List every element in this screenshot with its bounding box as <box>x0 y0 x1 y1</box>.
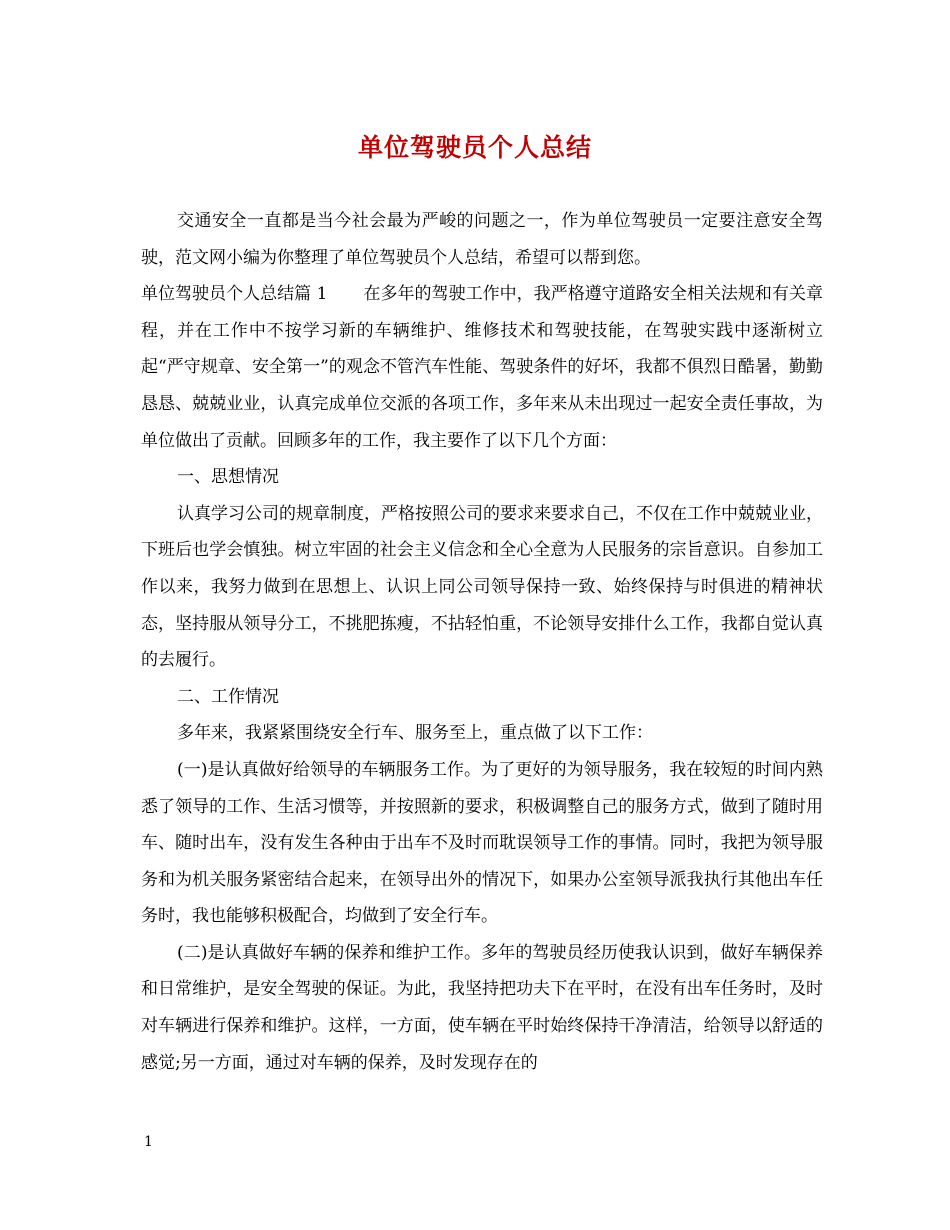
heading-work: 二、工作情况 <box>177 686 279 707</box>
page-number: 1 <box>144 1134 153 1150</box>
paragraph-work-intro: 多年来，我紧紧围绕安全行车、服务至上，重点做了以下工作： <box>177 723 653 744</box>
heading-thought: 一、思想情况 <box>177 467 279 488</box>
intro-paragraph: 交通安全一直都是当今社会最为严峻的问题之一，作为单位驾驶员一定要注意安全驾驶，范文网小编为你整理了单位驾驶员个人总结，希望可以帮到您。 <box>141 211 823 268</box>
paragraph-work-2: (二)是认真做好车辆的保养和维护工作。多年的驾驶员经历使我认识到，做好车辆保养和日常维护，是安全驾驶的保证。为此，我坚持把功夫下在平时，在没有出车任务时，及时对车辆进行保养和维护。这样，一方面，使车辆在平时始终保持干净清洁，给领导以舒适的感觉;另一方面，通过对车辆的保养，及时发现存在的 <box>141 942 823 1073</box>
section-paragraph-1 <box>141 276 823 459</box>
section-text-1: 在多年的驾驶工作中，我严格遵守道路安全相关法规和有关章程，并在工作中不按学习新的车辆维护、维修技术和驾驶技能，在驾驶实践中逐渐树立起“严守规章、安全第一”的观念不管汽车性能、驾驶条件的好坏，我都不俱烈日酷暑，勤勤恳恳、兢兢业业，认真完成单位交派的各项工作，多年来从未出现过一起安全责任事故，为单位做出了贡献。回顾多年的工作，我主要作了以下几个方面： <box>141 284 823 451</box>
document-body <box>141 203 823 1081</box>
paragraph-thought: 认真学习公司的规章制度，严格按照公司的要求来要求自己，不仅在工作中兢兢业业，下班后也学会慎独。树立牢固的社会主义信念和全心全意为人民服务的宗旨意识。自参加工作以来，我努力做到在思想上、认识上同公司领导保持一致、始终保持与时俱进的精神状态，坚持服从领导分工，不挑肥拣瘦，不拈轻怕重，不论领导安排什么工作，我都自觉认真的去履行。 <box>141 503 823 671</box>
document-title: 单位驾驶员个人总结 <box>357 133 592 162</box>
section-heading-1: 单位驾驶员个人总结篇 1 <box>141 284 328 305</box>
paragraph-work-1: (一)是认真做好给领导的车辆服务工作。为了更好的为领导服务，我在较短的时间内熟悉了领导的工作、生活习惯等，并按照新的要求，积极调整自己的服务方式，做到了随时用车、随时出车，没有发生各种由于出车不及时而耽误领导工作的事情。同时，我把为领导服务和为机关服务紧密结合起来，在领导出外的情况下，如果办公室领导派我执行其他出车任务时，我也能够积极配合，均做到了安全行车。 <box>141 759 823 927</box>
